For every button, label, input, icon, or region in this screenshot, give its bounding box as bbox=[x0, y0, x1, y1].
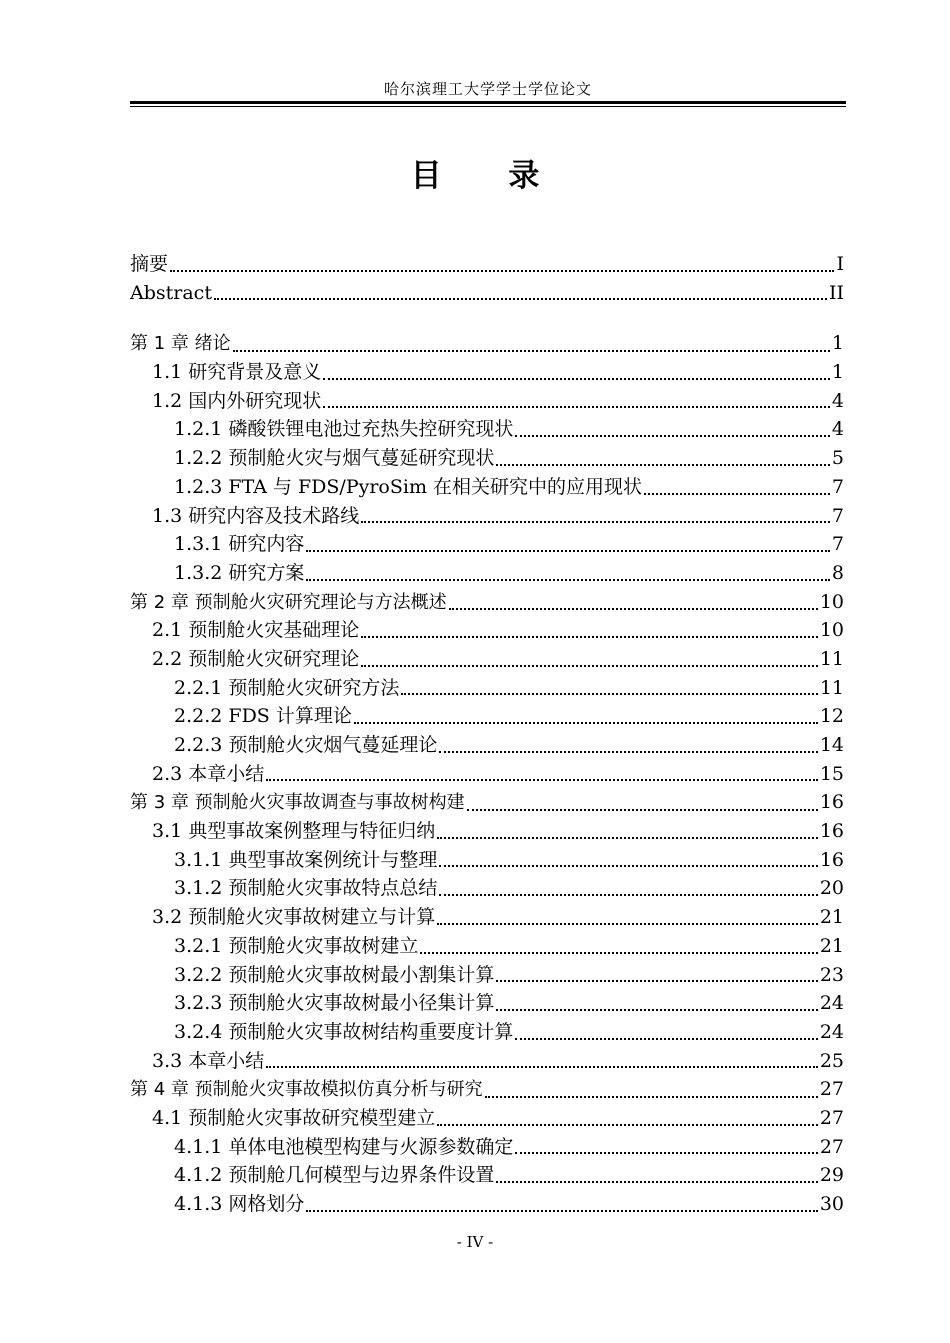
toc-entry-page: 16 bbox=[819, 848, 844, 871]
toc-entry-page: 27 bbox=[819, 1106, 844, 1129]
toc-leader-dots bbox=[496, 463, 830, 466]
toc-entry[interactable] bbox=[130, 645, 844, 674]
toc-entry[interactable] bbox=[130, 1133, 844, 1162]
toc-leader-dots bbox=[449, 607, 818, 610]
toc-entry[interactable] bbox=[130, 1161, 844, 1190]
toc-entry-page: 21 bbox=[819, 906, 844, 929]
toc-leader-dots bbox=[437, 922, 818, 925]
toc-entry-label: 1.2.2 预制舱火灾与烟气蔓延研究现状 bbox=[174, 447, 495, 470]
toc-leader-dots bbox=[233, 349, 830, 352]
toc-entry[interactable] bbox=[130, 903, 844, 932]
toc-entry-label: 2.2.2 FDS 计算理论 bbox=[174, 705, 352, 728]
toc-entry-label: 1.3 研究内容及技术路线 bbox=[152, 504, 360, 527]
toc-entry-page: I bbox=[836, 253, 844, 275]
toc-entry-page: 11 bbox=[819, 676, 844, 699]
toc-entry[interactable] bbox=[130, 731, 844, 760]
toc-entry-label: 3.3 本章小结 bbox=[152, 1049, 265, 1072]
toc-leader-dots bbox=[306, 549, 830, 552]
toc-entry-label: 3.1.2 预制舱火灾事故特点总结 bbox=[174, 877, 438, 900]
toc-entry-label: 第 2 章 预制舱火灾研究理论与方法概述 bbox=[130, 591, 447, 613]
toc-entry-label: 4.1.3 网格划分 bbox=[174, 1193, 305, 1215]
toc-entry-label: 2.3 本章小结 bbox=[152, 762, 265, 785]
toc-entry[interactable] bbox=[130, 279, 844, 308]
toc-entry[interactable] bbox=[130, 989, 844, 1018]
toc-entry-label: 3.2 预制舱火灾事故树建立与计算 bbox=[152, 906, 436, 929]
running-header: 哈尔滨理工大学学士学位论文 bbox=[383, 80, 592, 98]
toc-entry-page: 1 bbox=[831, 361, 844, 384]
toc-leader-dots bbox=[354, 721, 818, 724]
toc-entry-page: 16 bbox=[819, 820, 844, 843]
toc-entry-page: 11 bbox=[819, 647, 844, 670]
toc-entry-label: 1.2.3 FTA 与 FDS/PyroSim 在相关研究中的应用现状 bbox=[174, 475, 643, 498]
toc-entry-page: 23 bbox=[819, 963, 844, 986]
toc-entry-label: 1.2.1 磷酸铁锂电池过充热失控研究现状 bbox=[174, 418, 514, 441]
toc-entry[interactable] bbox=[130, 1075, 844, 1104]
toc-leader-dots bbox=[515, 1037, 817, 1040]
toc-leader-dots bbox=[323, 405, 830, 408]
toc-entry[interactable] bbox=[130, 250, 844, 279]
toc-entry-label: 2.2.1 预制舱火灾研究方法 bbox=[174, 676, 400, 699]
toc-leader-dots bbox=[266, 1065, 818, 1068]
toc-entry-page: 7 bbox=[831, 504, 844, 527]
toc-leader-dots bbox=[361, 664, 818, 667]
toc-entry-page: 29 bbox=[819, 1164, 844, 1187]
toc-entry-page: 5 bbox=[831, 447, 844, 470]
toc-leader-dots bbox=[439, 864, 817, 867]
toc-entry-page: 30 bbox=[819, 1193, 844, 1215]
toc-entry-label: 1.2 国内外研究现状 bbox=[152, 389, 322, 412]
toc-entry-label: 4.1.1 单体电池模型构建与火源参数确定 bbox=[174, 1135, 514, 1158]
toc-entry[interactable] bbox=[130, 961, 844, 990]
toc-entry-label: 3.2.4 预制舱火灾事故树结构重要度计算 bbox=[174, 1020, 514, 1043]
toc-leader-dots bbox=[170, 269, 834, 272]
toc-leader-dots bbox=[496, 1008, 817, 1011]
toc-entry[interactable] bbox=[130, 846, 844, 875]
toc-entry[interactable] bbox=[130, 588, 844, 617]
toc-leader-dots bbox=[644, 492, 830, 495]
toc-entry-page: 10 bbox=[819, 619, 844, 642]
toc-entry[interactable] bbox=[130, 502, 844, 531]
toc-entry[interactable] bbox=[130, 387, 844, 416]
toc-entry-label: Abstract bbox=[130, 281, 212, 304]
toc-entry[interactable] bbox=[130, 1018, 844, 1047]
toc-entry-label: 3.2.1 预制舱火灾事故树建立 bbox=[174, 934, 419, 957]
toc-entry-page: 14 bbox=[819, 734, 844, 756]
toc-entry[interactable] bbox=[130, 415, 844, 444]
toc-leader-dots bbox=[420, 951, 817, 954]
toc-entry[interactable] bbox=[130, 616, 844, 645]
toc-leader-dots bbox=[361, 635, 818, 638]
header-rule-thin bbox=[130, 106, 846, 107]
toc-entry[interactable] bbox=[130, 329, 844, 358]
toc-leader-dots bbox=[496, 1180, 817, 1183]
toc-entry-page: 4 bbox=[831, 389, 844, 412]
toc-entry-page: 27 bbox=[819, 1135, 844, 1158]
toc-entry-page: 16 bbox=[819, 791, 844, 814]
toc-entry[interactable] bbox=[130, 874, 844, 903]
toc-entry[interactable] bbox=[130, 788, 844, 817]
toc-entry-label: 第 3 章 预制舱火灾事故调查与事故树构建 bbox=[130, 792, 465, 814]
toc-entry-label: 2.1 预制舱火灾基础理论 bbox=[152, 619, 360, 642]
toc-leader-dots bbox=[306, 1209, 817, 1212]
toc-leader-dots bbox=[485, 1095, 818, 1098]
toc-leader-dots bbox=[515, 1151, 817, 1154]
toc-entry-label: 3.1.1 典型事故案例统计与整理 bbox=[174, 848, 438, 871]
toc-entry[interactable] bbox=[130, 1104, 844, 1133]
toc-entry-label: 1.1 研究背景及意义 bbox=[152, 361, 322, 384]
toc-entry-label: 3.2.2 预制舱火灾事故树最小割集计算 bbox=[174, 963, 495, 986]
toc-entry[interactable] bbox=[130, 444, 844, 473]
toc-entry[interactable] bbox=[130, 702, 844, 731]
toc-leader-dots bbox=[306, 578, 830, 581]
toc-entry[interactable] bbox=[130, 559, 844, 588]
toc-leader-dots bbox=[437, 836, 818, 839]
toc-leader-dots bbox=[515, 434, 830, 437]
toc-entry-label: 1.3.2 研究方案 bbox=[174, 561, 305, 584]
toc-entry[interactable] bbox=[130, 473, 844, 502]
toc-entry-page: 15 bbox=[819, 762, 844, 785]
toc-leader-dots bbox=[467, 808, 818, 811]
header-rule-thick bbox=[130, 101, 846, 104]
toc-entry-label: 2.2.3 预制舱火灾烟气蔓延理论 bbox=[174, 734, 438, 756]
toc-leader-dots bbox=[437, 1123, 818, 1126]
toc-entry-label: 第 1 章 绪论 bbox=[130, 333, 231, 355]
toc-entry-page: 7 bbox=[831, 475, 844, 498]
toc-entry-label: 3.1 典型事故案例整理与特征归纳 bbox=[152, 820, 436, 843]
toc-entry-page: 7 bbox=[831, 533, 844, 556]
toc-entry-page: 24 bbox=[819, 992, 844, 1015]
toc-leader-dots bbox=[214, 297, 827, 300]
toc-entry[interactable] bbox=[130, 760, 844, 789]
toc-leader-dots bbox=[439, 893, 817, 896]
toc-entry-page: II bbox=[828, 281, 844, 304]
toc-entry[interactable] bbox=[130, 1190, 844, 1219]
toc-entry-page: 1 bbox=[831, 332, 844, 355]
toc-entry[interactable] bbox=[130, 817, 844, 846]
toc-entry[interactable] bbox=[130, 358, 844, 387]
toc-entry[interactable] bbox=[130, 1047, 844, 1076]
toc-entry-page: 4 bbox=[831, 418, 844, 441]
toc-entry-page: 24 bbox=[819, 1020, 844, 1043]
toc-entry-page: 12 bbox=[819, 705, 844, 728]
toc-entry-page: 8 bbox=[831, 561, 844, 584]
toc-entry[interactable] bbox=[130, 674, 844, 703]
toc-entry-label: 摘要 bbox=[130, 253, 169, 275]
toc-entry-page: 10 bbox=[819, 590, 844, 613]
toc-entry-page: 21 bbox=[819, 934, 844, 957]
toc-entry-page: 27 bbox=[819, 1078, 844, 1101]
page-title: 目 录 bbox=[410, 158, 540, 194]
table-of-contents bbox=[130, 250, 844, 1219]
toc-leader-dots bbox=[496, 979, 817, 982]
toc-leader-dots bbox=[361, 520, 830, 523]
toc-entry-label: 1.3.1 研究内容 bbox=[174, 533, 305, 556]
toc-entry-label: 4.1.2 预制舱几何模型与边界条件设置 bbox=[174, 1164, 495, 1187]
toc-entry-label: 3.2.3 预制舱火灾事故树最小径集计算 bbox=[174, 992, 495, 1015]
toc-entry-page: 25 bbox=[819, 1049, 844, 1072]
toc-entry-label: 2.2 预制舱火灾研究理论 bbox=[152, 647, 360, 670]
toc-entry-page: 20 bbox=[819, 877, 844, 900]
toc-leader-dots bbox=[401, 692, 817, 695]
toc-entry-label: 4.1 预制舱火灾事故研究模型建立 bbox=[152, 1106, 436, 1129]
toc-entry[interactable] bbox=[130, 932, 844, 961]
toc-entry-label: 第 4 章 预制舱火灾事故模拟仿真分析与研究 bbox=[130, 1079, 483, 1101]
toc-leader-dots bbox=[439, 750, 817, 753]
toc-leader-dots bbox=[266, 778, 818, 781]
toc-entry[interactable] bbox=[130, 530, 844, 559]
toc-leader-dots bbox=[323, 377, 830, 380]
page-number: - IV - bbox=[456, 1233, 494, 1251]
